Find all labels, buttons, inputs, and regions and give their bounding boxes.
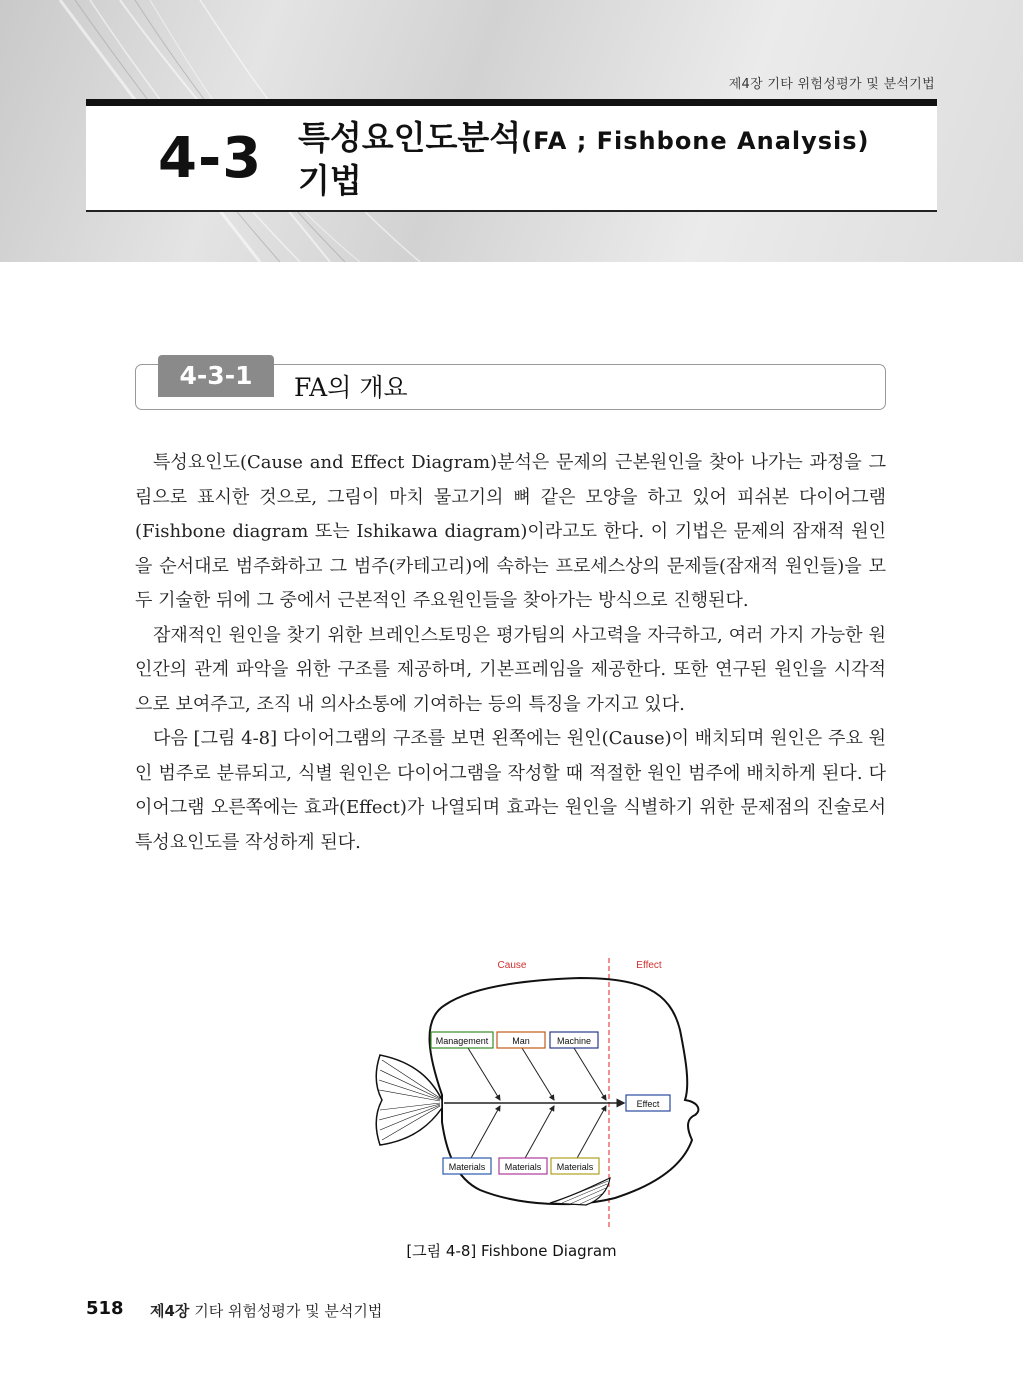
chapter-title-ko: 특성요인도분석 — [298, 118, 522, 157]
chapter-title-en: (FA ; Fishbone Analysis) — [521, 127, 870, 155]
effect-label: Effect — [636, 960, 662, 971]
management-box-label: Management — [435, 1036, 489, 1046]
effect-box-label: Effect — [636, 1099, 660, 1109]
section-title: FA의 개요 — [294, 373, 408, 402]
running-head: 제4장 기타 위험성평가 및 분석기법 — [728, 77, 935, 92]
machine-box-label: Machine — [556, 1036, 592, 1046]
chapter-title-line2: 기법 — [298, 161, 362, 200]
man-box-label: Man — [512, 1036, 530, 1046]
footer-chapter — [150, 1300, 382, 1321]
paragraph-3: 다음 [그림 4-8] 다이어그램의 구조를 보면 왼쪽에는 원인(Cause)이 배치되며 원인은 주요 원인 범주로 분류되고, 식별 원인은 다이어그램을 작성할 때 적절한 원인 범주에 배치하게 된다. 다이어그램 오른쪽에는 효과(Effect)가 나열되며 효과는 원인을 식별하기 위한 문제점의 진술로서 특성요인도를 작성하게 된다. — [135, 728, 886, 853]
paragraph-2: 잠재적인 원인을 찾기 위한 브레인스토밍은 평가팀의 사고력을 자극하고, 여러 가지 가능한 원인간의 관계 파악을 위한 구조를 제공하며, 기본프레임을 제공한다. 또한 연구된 원인을 시각적으로 보여주고, 조직 내 의사소통에 기여하는 등의 특징을 가지고 있다. — [135, 624, 886, 715]
fish-tail — [376, 1055, 442, 1145]
materials-box-1-label: Materials — [448, 1162, 486, 1172]
header-banner — [0, 0, 1023, 262]
bottom-bones — [470, 1106, 606, 1160]
section-number: 4-3-1 — [158, 355, 274, 397]
fishbone-diagram — [360, 950, 720, 1230]
cause-label: Cause — [497, 960, 527, 971]
page-number: 518 — [86, 1298, 124, 1319]
chapter-number: 4-3 — [158, 126, 263, 191]
chapter-title-box — [86, 99, 937, 212]
figure-caption: [그림 4-8] Fishbone Diagram — [406, 1242, 617, 1260]
chapter-title — [298, 118, 918, 201]
paragraph-1: 특성요인도(Cause and Effect Diagram)분석은 문제의 근본원인을 찾아 나가는 과정을 그림으로 표시한 것으로, 그림이 마치 물고기의 뼈 같은 모양을 하고 있어 피쉬본 다이어그램(Fishbone diagram 또는 Ishikawa diagram)이라고도 한다. 이 기법은 문제의 잠재적 원인을 순서대로 범주화하고 그 범주(카테고리)에 속하는 프로세스상의 문제들(잠재적 원인들)을 모두 기술한 뒤에 그 중에서 근본적인 주요원인들을 찾아가는 방식으로 진행된다. — [135, 452, 886, 611]
top-bones — [468, 1048, 606, 1100]
materials-box-2-label: Materials — [504, 1162, 542, 1172]
body-text — [135, 446, 886, 860]
footer-chapter-label: 제4장 — [150, 1302, 190, 1320]
materials-box-3-label: Materials — [556, 1162, 594, 1172]
footer-chapter-title: 기타 위험성평가 및 분석기법 — [194, 1302, 383, 1320]
